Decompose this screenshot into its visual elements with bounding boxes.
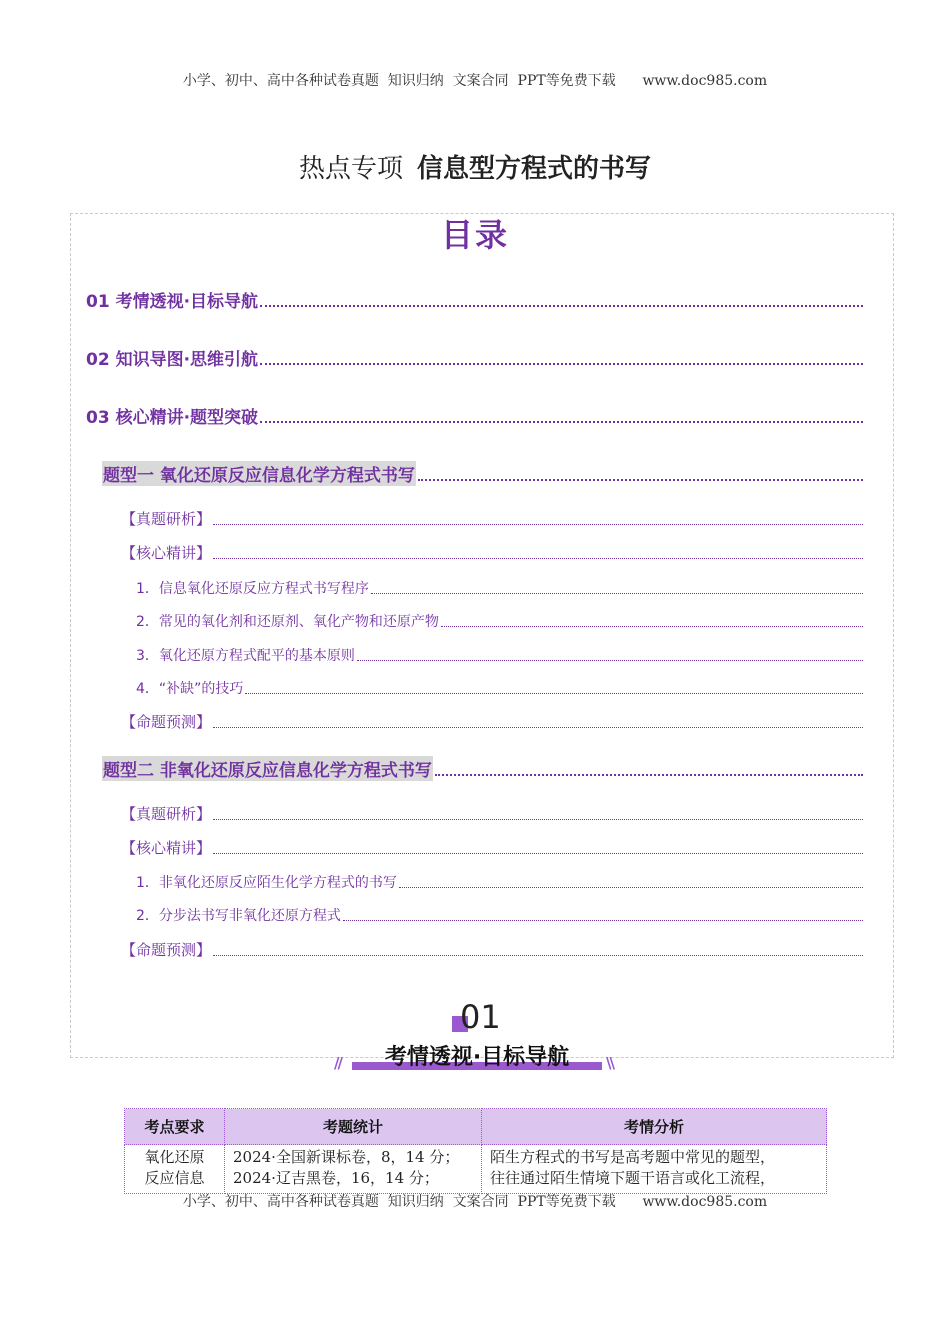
toc-entry-label: 【真题研析】 [121,805,212,823]
table-cell [125,1145,225,1194]
toc-entry-type1-sub1[interactable] [136,578,863,598]
toc-entry-label: 题型二 非氧化还原反应信息化学方程式书写 [102,756,433,781]
toc-entry-label: 3．氧化还原方程式配平的基本原则 [136,648,355,664]
toc-leader [371,593,863,594]
toc-leader [435,774,863,776]
toc-entry-type2-core[interactable] [121,837,863,858]
toc-entry-label: 2．分步法书写非氧化还原方程式 [136,908,341,924]
page-title [0,148,950,185]
toc-entry-type2-sub1[interactable] [136,872,863,892]
toc-entry-label: 【真题研析】 [121,510,212,528]
toc-entry-label: 【命题预测】 [121,713,212,731]
toc-leader [260,363,863,365]
section-number: 01 [460,998,501,1036]
table-row [125,1145,827,1194]
toc-leader [213,558,863,559]
toc-leader [441,626,863,627]
slash-left-decoration: // [334,1054,341,1072]
toc-entry-type1-real[interactable] [121,508,863,529]
toc-entry-type2[interactable] [102,756,863,781]
toc-entry-label: 【命题预测】 [121,941,212,959]
cell-line: 往往通过陌生情境下题干语言或化工流程， [490,1169,776,1187]
toc-leader [213,727,863,728]
toc-entry-label: 03 核心精讲·题型突破 [86,408,259,428]
toc-entry-label: 4．“补缺”的技巧 [136,681,244,697]
toc-entry-label: 02 知识导图·思维引航 [86,350,259,370]
exam-analysis-table [124,1108,827,1194]
section-title: 考情透视·目标导航 [384,1045,570,1070]
toc-leader [418,479,863,481]
slash-right-decoration: \\ [606,1054,613,1072]
toc-entry-label: 1．信息氧化还原反应方程式书写程序 [136,581,369,597]
table-cell [225,1145,482,1194]
toc-heading: 目录 [440,216,509,254]
footer-note: 小学、初中、高中各种试卷真题 知识归纳 文案合同 PPT等免费下载 www.doc985.com [182,1194,768,1210]
cell-line: 2024·辽吉黑卷，16，14 分； [233,1169,439,1187]
header-note: 小学、初中、高中各种试卷真题 知识归纳 文案合同 PPT等免费下载 www.doc985.com [182,73,768,89]
cell-line: 反应信息 [144,1169,205,1187]
column-header: 考题统计 [225,1109,482,1145]
toc-entry-label: 2．常见的氧化剂和还原剂、氧化产物和还原产物 [136,614,439,630]
toc-leader [260,421,863,423]
toc-entry-type1-core[interactable] [121,542,863,563]
toc-entry-type2-predict[interactable] [121,939,863,960]
toc-leader [213,819,863,820]
title-main: 信息型方程式的书写 [417,154,652,184]
cell-line: 陌生方程式的书写是高考题中常见的题型， [490,1148,776,1166]
section-banner [352,1040,602,1070]
cell-line: 氧化还原 [144,1148,205,1166]
toc-leader [245,693,863,694]
toc-entry-type1-sub3[interactable] [136,645,863,665]
toc-leader [399,887,863,888]
toc-entry-02[interactable] [86,345,863,370]
table-header-row [125,1109,827,1145]
toc-leader [357,660,863,661]
toc-entry-type2-sub2[interactable] [136,905,863,925]
cell-line: 2024·全国新课标卷，8，14 分； [233,1148,460,1166]
toc-leader [213,853,863,854]
toc-entry-type1[interactable] [102,461,863,486]
toc-entry-type2-real[interactable] [121,803,863,824]
toc-frame [70,213,894,1058]
toc-entry-type1-sub2[interactable] [136,611,863,631]
toc-entry-label: 【核心精讲】 [121,839,212,857]
toc-entry-label: 1．非氧化还原反应陌生化学方程式的书写 [136,875,397,891]
toc-entry-01[interactable] [86,287,863,312]
table-cell [482,1145,827,1194]
column-header: 考情分析 [482,1109,827,1145]
toc-entry-label: 题型一 氧化还原反应信息化学方程式书写 [102,461,416,486]
toc-leader [213,955,863,956]
toc-entry-type1-sub4[interactable] [136,678,863,698]
title-prefix: 热点专项 [298,154,403,184]
toc-leader [260,305,863,307]
toc-entry-type1-predict[interactable] [121,711,863,732]
toc-entry-03[interactable] [86,403,863,428]
toc-leader [343,920,863,921]
column-header: 考点要求 [125,1109,225,1145]
toc-leader [213,524,863,525]
toc-entry-label: 01 考情透视·目标导航 [86,292,259,312]
toc-entry-label: 【核心精讲】 [121,544,212,562]
